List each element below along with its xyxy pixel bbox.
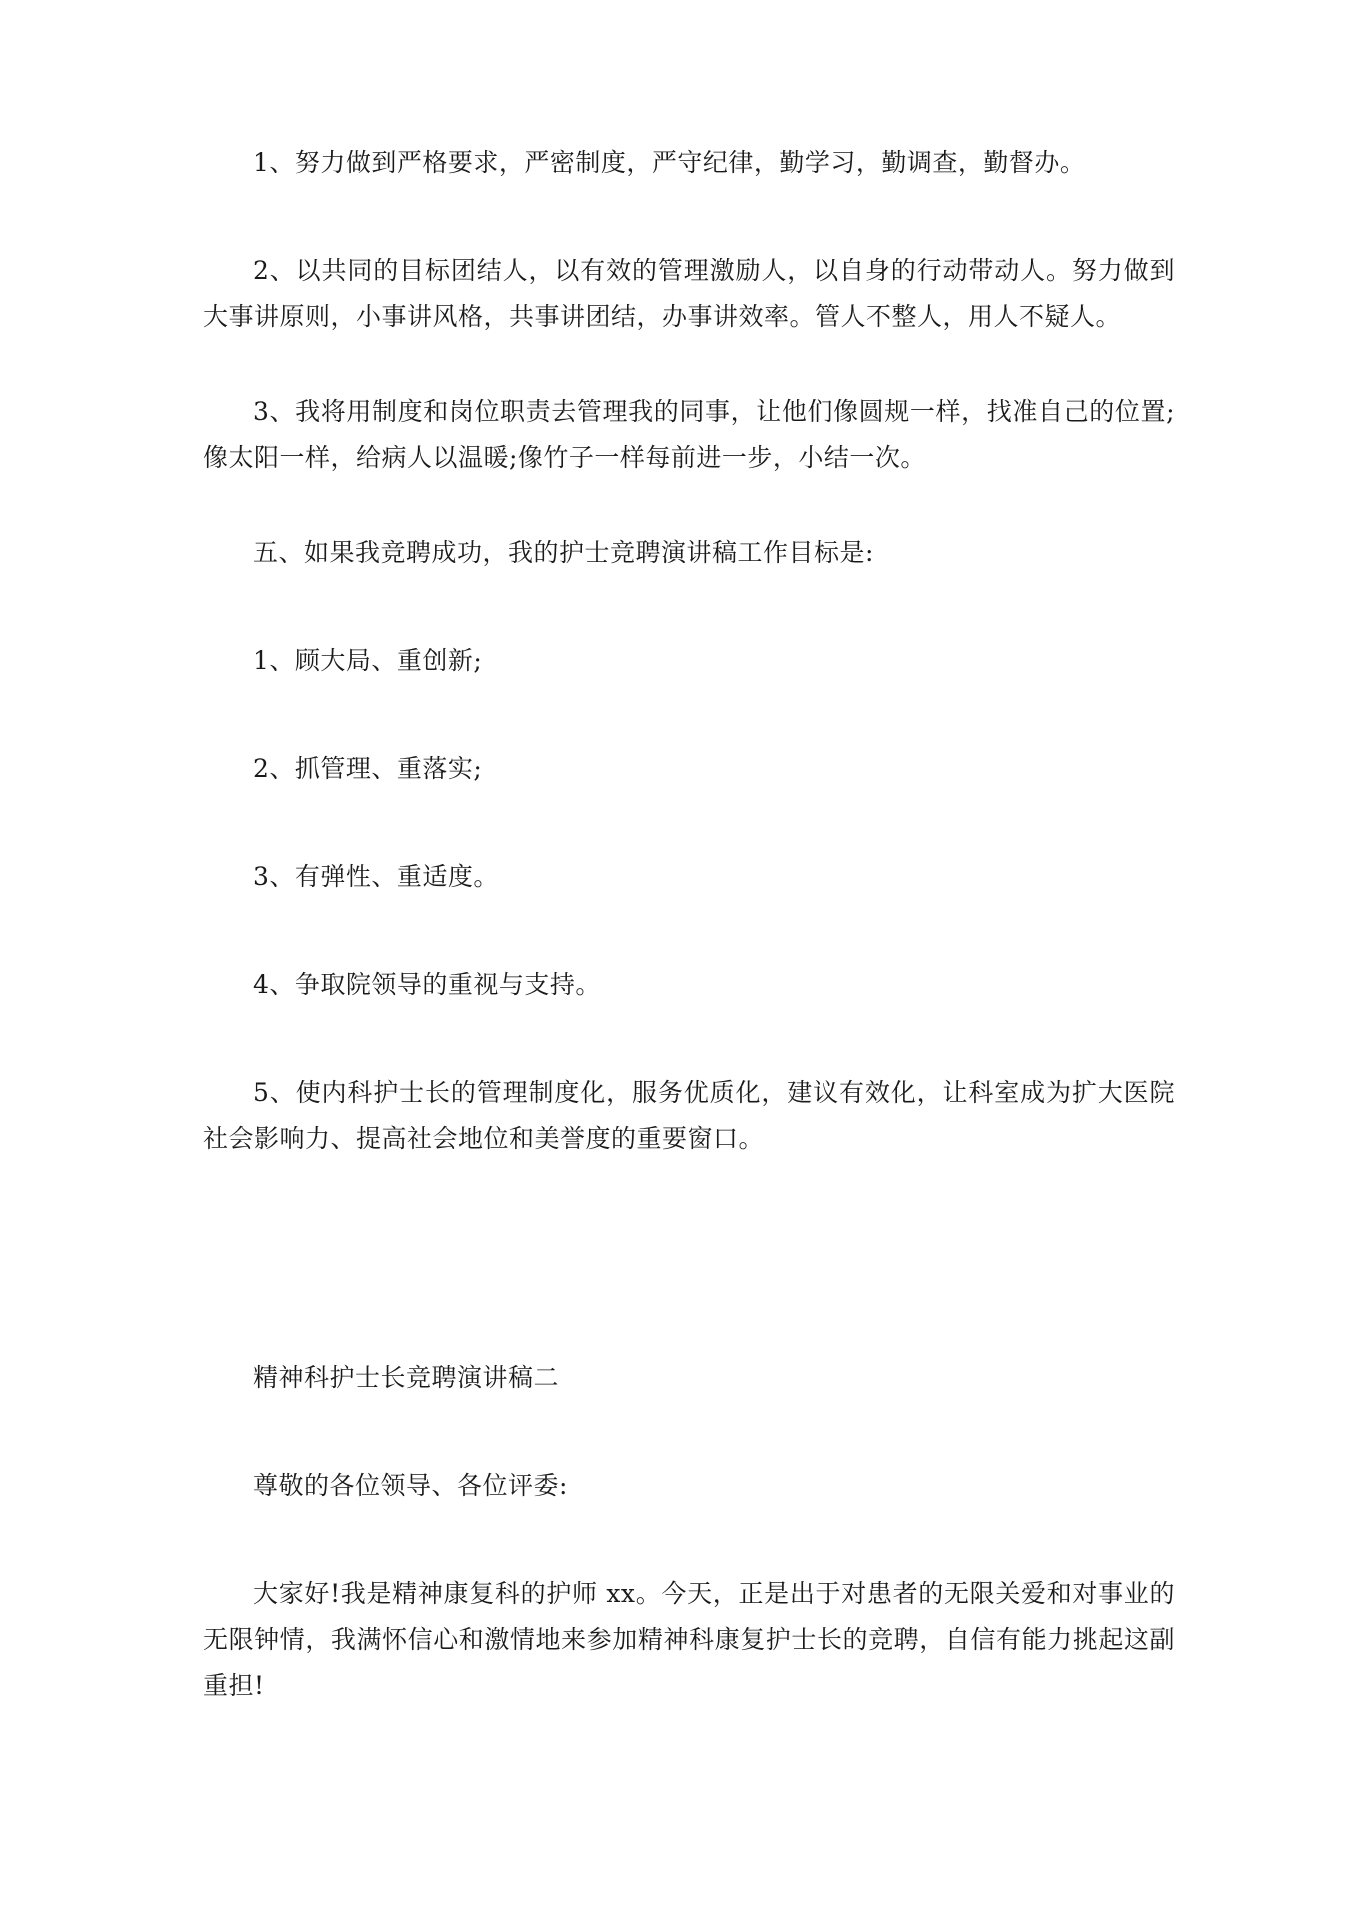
goal-item-5: 5、使内科护士长的管理制度化，服务优质化，建议有效化，让科室成为扩大医院社会影响力、提高社会地位和美誉度的重要窗口。 <box>203 1078 1175 1153</box>
paragraph-requirement-1: 1、努力做到严格要求，严密制度，严守纪律，勤学习，勤调查，勤督办。 <box>253 148 1086 177</box>
goal-item-3: 3、有弹性、重适度。 <box>253 862 499 891</box>
speech-opening: 大家好!我是精神康复科的护师 xx。今天，正是出于对患者的无限关爱和对事业的无限钟情，我满怀信心和激情地来参加精神科康复护士长的竞聘，自信有能力挑起这副重担! <box>203 1579 1175 1700</box>
goal-item-2: 2、抓管理、重落实; <box>253 754 483 783</box>
goal-item-4: 4、争取院领导的重视与支持。 <box>253 970 601 999</box>
goal-item-1: 1、顾大局、重创新; <box>253 646 483 675</box>
paragraph-requirement-2: 2、以共同的目标团结人，以有效的管理激励人，以自身的行动带动人。努力做到大事讲原则，小事讲风格，共事讲团结，办事讲效率。管人不整人，用人不疑人。 <box>203 256 1175 331</box>
paragraph-requirement-3: 3、我将用制度和岗位职责去管理我的同事，让他们像圆规一样，找准自己的位置;像太阳一样，给病人以温暖;像竹子一样每前进一步，小结一次。 <box>203 397 1175 472</box>
speech-title: 精神科护士长竞聘演讲稿二 <box>253 1363 560 1392</box>
speech-salutation: 尊敬的各位领导、各位评委: <box>253 1471 568 1500</box>
section-heading-goals: 五、如果我竞聘成功，我的护士竞聘演讲稿工作目标是: <box>253 538 874 567</box>
